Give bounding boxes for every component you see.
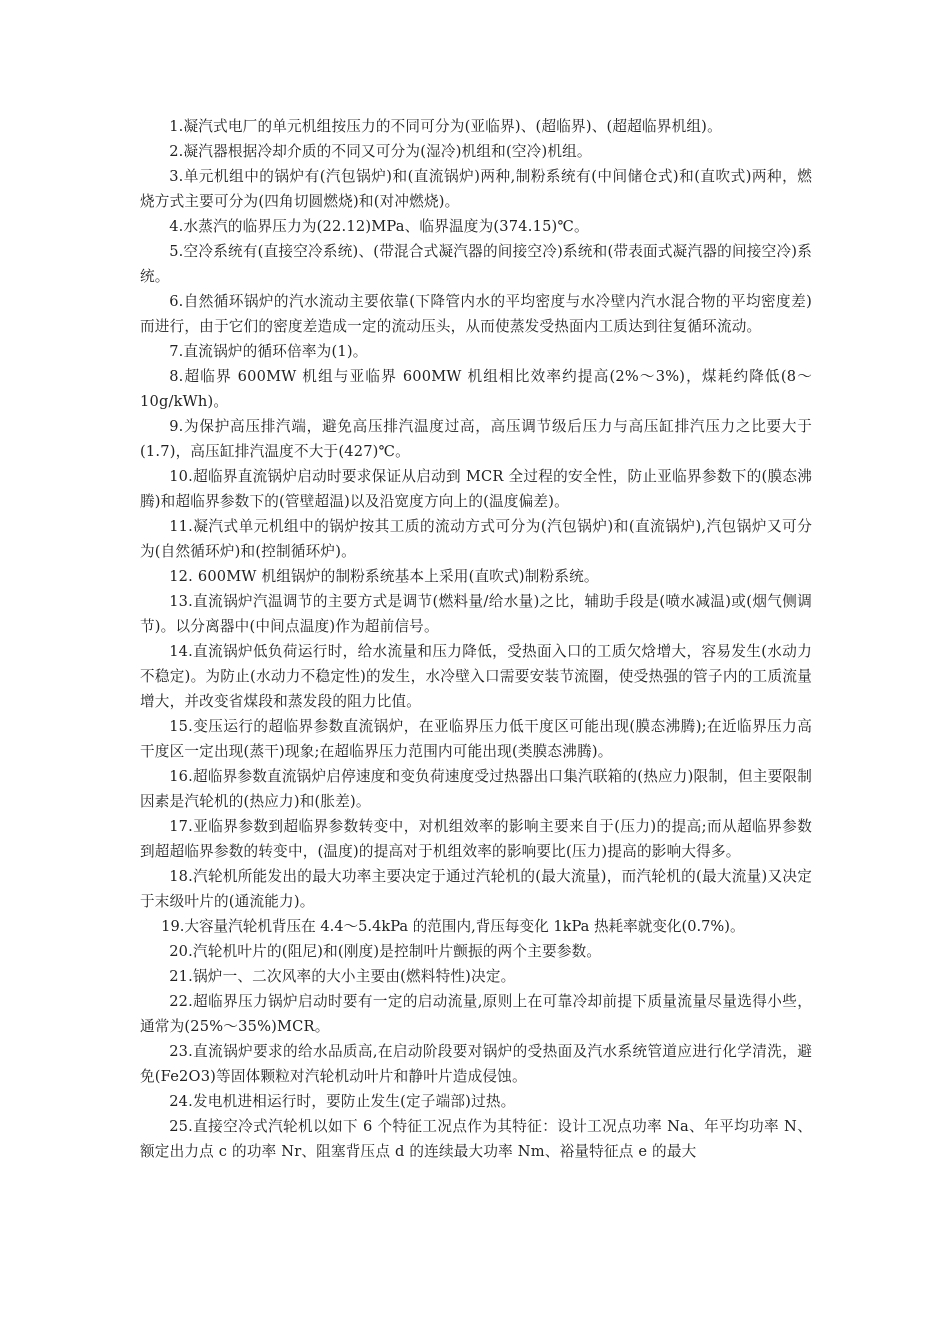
list-item: 19.大容量汽轮机背压在 4.4～5.4kPa 的范围内,背压每变化 1kPa 热耗率就变化(0.7%)。 bbox=[161, 918, 745, 935]
list-item: 12. 600MW 机组锅炉的制粉系统基本上采用(直吹式)制粉系统。 bbox=[169, 568, 599, 585]
list-item: 17.亚临界参数到超临界参数转变中，对机组效率的影响主要来自于(压力)的提高;而从超临界参数到超超临界参数的转变中，(温度)的提高对于机组效率的影响要比(压力)提高的影响大得多。 bbox=[140, 818, 812, 860]
list-item: 2.凝汽器根据冷却介质的不同又可分为(湿冷)机组和(空冷)机组。 bbox=[169, 143, 592, 160]
list-item: 10.超临界直流锅炉启动时要求保证从启动到 MCR 全过程的安全性，防止亚临界参数下的(膜态沸腾)和超临界参数下的(管壁超温)以及沿宽度方向上的(温度偏差)。 bbox=[140, 468, 812, 510]
list-item: 24.发电机进相运行时，要防止发生(定子端部)过热。 bbox=[169, 1093, 516, 1110]
list-item: 13.直流锅炉汽温调节的主要方式是调节(燃料量/给水量)之比，辅助手段是(喷水减温)或(烟气侧调节)。以分离器中(中间点温度)作为超前信号。 bbox=[140, 593, 812, 635]
list-item: 15.变压运行的超临界参数直流锅炉，在亚临界压力低干度区可能出现(膜态沸腾);在近临界压力高干度区一定出现(蒸干)现象;在超临界压力范围内可能出现(类膜态沸腾)。 bbox=[140, 718, 812, 760]
list-item: 16.超临界参数直流锅炉启停速度和变负荷速度受过热器出口集汽联箱的(热应力)限制，但主要限制因素是汽轮机的(热应力)和(胀差)。 bbox=[140, 768, 812, 810]
list-item: 1.凝汽式电厂的单元机组按压力的不同可分为(亚临界)、(超临界)、(超超临界机组)。 bbox=[169, 118, 722, 135]
document-body bbox=[140, 114, 812, 1164]
list-item: 23.直流锅炉要求的给水品质高,在启动阶段要对锅炉的受热面及汽水系统管道应进行化学清洗，避免(Fe2O3)等固体颗粒对汽轮机动叶片和静叶片造成侵蚀。 bbox=[140, 1043, 812, 1085]
list-item: 4.水蒸汽的临界压力为(22.12)MPa、临界温度为(374.15)℃。 bbox=[169, 218, 589, 235]
list-item: 22.超临界压力锅炉启动时要有一定的启动流量,原则上在可靠冷却前提下质量流量尽量选得小些，通常为(25%～35%)MCR。 bbox=[140, 993, 812, 1035]
list-item: 7.直流锅炉的循环倍率为(1)。 bbox=[169, 343, 368, 360]
list-item: 11.凝汽式单元机组中的锅炉按其工质的流动方式可分为(汽包锅炉)和(直流锅炉),汽包锅炉又可分为(自然循环炉)和(控制循环炉)。 bbox=[140, 518, 812, 560]
list-item: 14.直流锅炉低负荷运行时，给水流量和压力降低，受热面入口的工质欠焓增大，容易发生(水动力不稳定)。为防止(水动力不稳定性)的发生，水冷壁入口需要安装节流圈，使受热强的管子内的工质流量增大，并改变省煤段和蒸发段的阻力比值。 bbox=[140, 643, 812, 710]
list-item: 5.空冷系统有(直接空冷系统)、(带混合式凝汽器的间接空冷)系统和(带表面式凝汽器的间接空冷)系统。 bbox=[140, 243, 812, 285]
list-item: 8.超临界 600MW 机组与亚临界 600MW 机组相比效率约提高(2%～3%)，煤耗约降低(8～10g/kWh)。 bbox=[140, 368, 812, 410]
list-item: 3.单元机组中的锅炉有(汽包锅炉)和(直流锅炉)两种,制粉系统有(中间储仓式)和(直吹式)两种，燃烧方式主要可分为(四角切圆燃烧)和(对冲燃烧)。 bbox=[140, 168, 812, 210]
list-item: 20.汽轮机叶片的(阻尼)和(刚度)是控制叶片颤振的两个主要参数。 bbox=[169, 943, 602, 960]
list-item: 21.锅炉一、二次风率的大小主要由(燃料特性)决定。 bbox=[169, 968, 516, 985]
list-item: 25.直接空冷式汽轮机以如下 6 个特征工况点作为其特征：设计工况点功率 Na、年平均功率 N、额定出力点 c 的功率 Nr、阻塞背压点 d 的连续最大功率 Nm、裕量特征点 e 的最大 bbox=[140, 1118, 812, 1160]
list-item: 6.自然循环锅炉的汽水流动主要依靠(下降管内水的平均密度与水冷壁内汽水混合物的平均密度差)而进行，由于它们的密度差造成一定的流动压头，从而使蒸发受热面内工质达到往复循环流动。 bbox=[140, 293, 812, 335]
list-item: 9.为保护高压排汽端，避免高压排汽温度过高，高压调节级后压力与高压缸排汽压力之比要大于(1.7)，高压缸排汽温度不大于(427)℃。 bbox=[140, 418, 812, 460]
list-item: 18.汽轮机所能发出的最大功率主要决定于通过汽轮机的(最大流量)，而汽轮机的(最大流量)又决定于末级叶片的(通流能力)。 bbox=[140, 868, 812, 910]
